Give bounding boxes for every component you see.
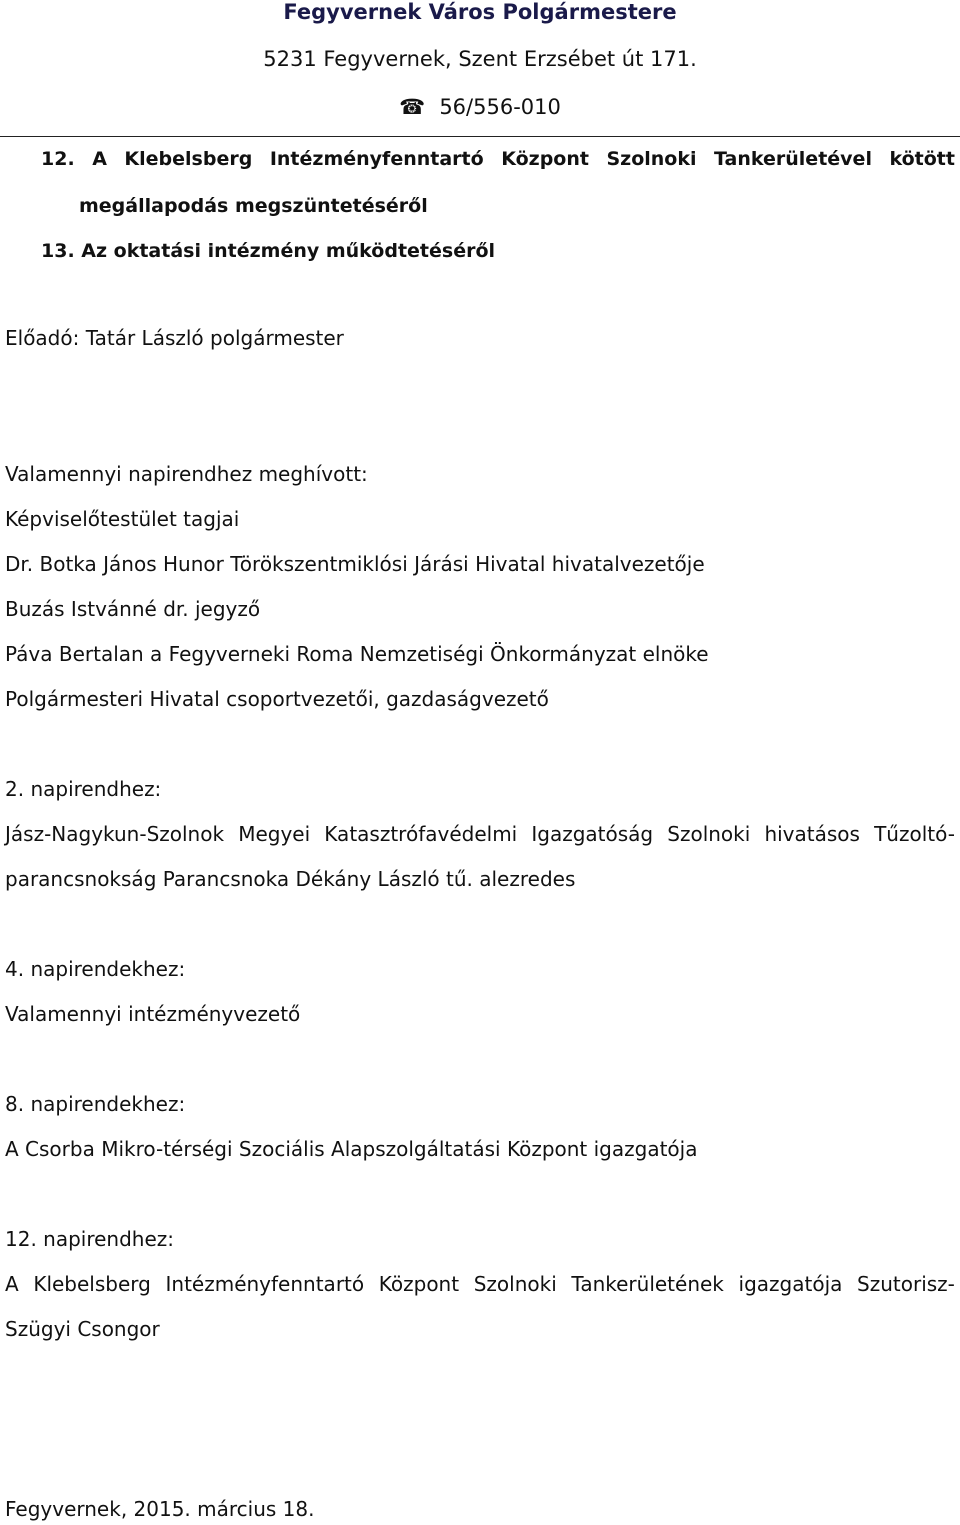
section-2-word: Szolnoki bbox=[667, 822, 751, 846]
agenda-12-word: Szolnoki bbox=[606, 148, 697, 170]
agenda-item-12-continuation: megállapodás megszüntetéséről bbox=[79, 195, 428, 217]
invitee-item: Páva Bertalan a Fegyverneki Roma Nemzetiségi Önkormányzat elnöke bbox=[5, 642, 709, 666]
section-12-word: Klebelsberg bbox=[33, 1272, 151, 1296]
section-12-word: Intézményfenntartó bbox=[165, 1272, 365, 1296]
section-2-word: Tűzoltó- bbox=[874, 822, 955, 846]
address: 5231 Fegyvernek, Szent Erzsébet út 171. bbox=[263, 47, 697, 71]
agenda-item-12 bbox=[41, 145, 955, 173]
section-8-heading: 8. napirendekhez: bbox=[5, 1092, 186, 1116]
section-4-heading: 4. napirendekhez: bbox=[5, 957, 186, 981]
header-divider bbox=[0, 136, 960, 137]
section-2-word: Igazgatóság bbox=[531, 822, 654, 846]
section-12-word: A bbox=[5, 1272, 19, 1296]
section-2-line-1 bbox=[5, 820, 955, 848]
agenda-12-word: Intézményfenntartó bbox=[269, 148, 484, 170]
invitee-item: Képviselőtestület tagjai bbox=[5, 507, 240, 531]
agenda-12-word: A bbox=[92, 148, 107, 170]
section-12-word: Központ bbox=[378, 1272, 460, 1296]
agenda-item-13: 13. Az oktatási intézmény működtetéséről bbox=[41, 240, 496, 262]
section-12-line-1 bbox=[5, 1270, 955, 1298]
agenda-12-word: 12. bbox=[41, 148, 75, 170]
section-2-line-2: parancsnokság Parancsnoka Dékány László tű. alezredes bbox=[5, 867, 576, 891]
section-12-word: igazgatója bbox=[738, 1272, 843, 1296]
phone-number: 56/556-010 bbox=[439, 95, 561, 119]
section-12-word: Tankerületének bbox=[571, 1272, 724, 1296]
phone-icon: ☎ bbox=[399, 95, 426, 119]
place-date: Fegyvernek, 2015. március 18. bbox=[5, 1497, 315, 1521]
section-12-heading: 12. napirendhez: bbox=[5, 1227, 175, 1251]
agenda-12-word: kötött bbox=[889, 148, 955, 170]
section-12-line-2: Szügyi Csongor bbox=[5, 1317, 160, 1341]
invitee-item: Dr. Botka János Hunor Törökszentmiklósi Járási Hivatal hivatalvezetője bbox=[5, 552, 705, 576]
section-2-heading: 2. napirendhez: bbox=[5, 777, 162, 801]
section-4-text: Valamennyi intézményvezető bbox=[5, 1002, 301, 1026]
phone-line bbox=[0, 93, 960, 121]
page-title: Fegyvernek Város Polgármestere bbox=[283, 0, 677, 24]
invitee-item: Polgármesteri Hivatal csoportvezetői, gazdaságvezető bbox=[5, 687, 549, 711]
section-2-word: Jász-Nagykun-Szolnok bbox=[5, 822, 225, 846]
agenda-12-word: Központ bbox=[501, 148, 589, 170]
section-2-word: Katasztrófavédelmi bbox=[324, 822, 518, 846]
presenter: Előadó: Tatár László polgármester bbox=[5, 326, 344, 350]
section-2-word: Megyei bbox=[238, 822, 311, 846]
section-8-text: A Csorba Mikro-térségi Szociális Alapszolgáltatási Központ igazgatója bbox=[5, 1137, 698, 1161]
invitee-item: Buzás Istvánné dr. jegyző bbox=[5, 597, 261, 621]
section-2-word: hivatásos bbox=[764, 822, 860, 846]
agenda-12-word: Tankerületével bbox=[714, 148, 872, 170]
agenda-12-word: Klebelsberg bbox=[124, 148, 253, 170]
section-12-word: Szutorisz- bbox=[857, 1272, 955, 1296]
section-12-word: Szolnoki bbox=[473, 1272, 557, 1296]
invitees-heading: Valamennyi napirendhez meghívott: bbox=[5, 462, 368, 486]
